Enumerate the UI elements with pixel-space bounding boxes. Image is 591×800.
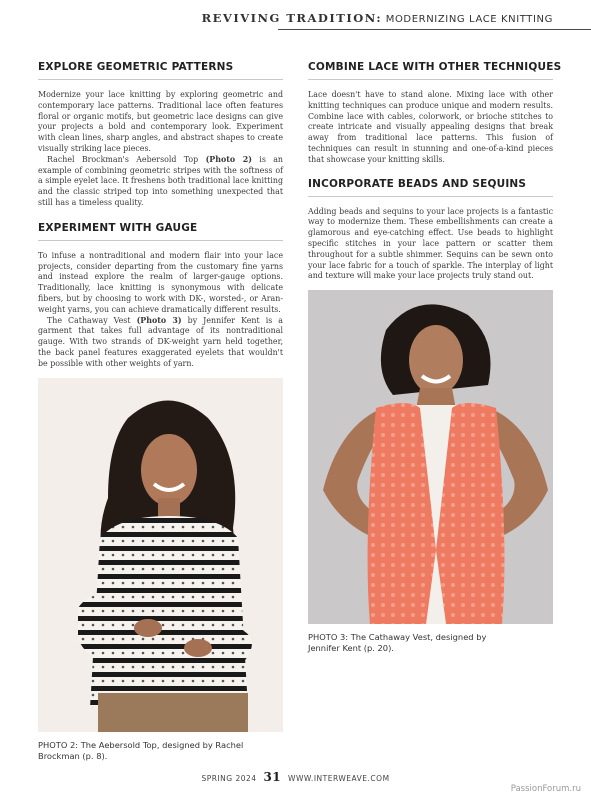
paragraph: Adding beads and sequins to your lace projects is a fantastic way to modernize them. These embellishments can create a glamorous and eye-catching effect. Use beads to highlight specific stitches in your lace pattern or scatter them throughout for a subtle shimmer. Sequins can be sewn onto your lace fabric for a touch of sparkle. The interplay of light and texture will make your lace projects truly stand out. — [308, 206, 553, 281]
watermark: PassionForum.ru — [510, 784, 581, 794]
page-number: 31 — [263, 770, 282, 784]
heading-experiment-gauge: EXPERIMENT WITH GAUGE — [38, 222, 283, 241]
issue-season: SPRING 2024 — [201, 774, 257, 783]
paragraph — [38, 316, 283, 370]
caption-photo-3: PHOTO 3: The Cathaway Vest, designed by Jennifer Kent (p. 20). — [308, 632, 487, 653]
paragraph: Modernize your lace knitting by exploring geometric and contemporary lace patterns. Traditional lace often features floral or organic motifs, but geometric lace designs can give your projects a bold and contemporary look. Experiment with clean lines, sharp angles, and abstract shapes to create visually striking lace pieces. — [38, 90, 283, 153]
text-run: The Cathaway Vest — [47, 315, 137, 325]
woman-striped-top-image — [38, 378, 283, 732]
heading-beads-sequins: INCORPORATE BEADS AND SEQUINS — [308, 178, 553, 197]
page-footer — [0, 770, 591, 784]
right-column — [308, 61, 562, 282]
photo-aebersold-top — [38, 378, 283, 732]
photo-reference: (Photo 2) — [205, 154, 252, 164]
running-header — [0, 0, 591, 32]
paragraph — [38, 155, 283, 209]
paragraph: Lace doesn't have to stand alone. Mixing lace with other knitting techniques can produce unique and modern results. Combine lace with cables, colorwork, or brioche stitches to create intricate and visually appealing designs that break away from traditional lace patterns. This fusion of techniques can result in stunning and one-of-a-kind pieces that showcase your knitting skills. — [308, 90, 553, 164]
heading-explore-geometric: EXPLORE GEOMETRIC PATTERNS — [38, 61, 283, 80]
header-title: REVIVING TRADITION: — [201, 11, 383, 25]
left-column — [38, 61, 283, 370]
header-subtitle: MODERNIZING LACE KNITTING — [385, 14, 553, 25]
woman-coral-vest-image — [308, 290, 553, 624]
caption-photo-2: PHOTO 2: The Aebersold Top, designed by Rachel Brockman (p. 8). — [38, 740, 244, 761]
heading-combine-lace: COMBINE LACE WITH OTHER TECHNIQUES — [308, 61, 553, 80]
header-text — [202, 11, 553, 25]
header-rule — [278, 29, 591, 30]
photo-cathaway-vest — [308, 290, 553, 624]
photo-reference: (Photo 3) — [136, 315, 182, 325]
paragraph: To infuse a nontraditional and modern flair into your lace projects, consider departing from the customary fine yarns and instead explore the realm of larger-gauge options. Traditionally, lace knitting is synonymous with delicate fibers, but by choosing to work with DK-, worsted-, or Aran-weight yarns, you can achieve dramatically different results. — [38, 250, 283, 314]
text-run: Rachel Brockman's Aebersold Top — [47, 154, 206, 164]
text-run: is an example of combining geometric stripes with the softness of a simple eyelet lace. It freshens both traditional lace knitting and the classic striped top into something unexpected that still has a timeless quality. — [38, 154, 284, 207]
website-link[interactable]: WWW.INTERWEAVE.COM — [288, 774, 390, 783]
text-run: by Jennifer Kent is a garment that takes full advantage of its nontraditional gauge. With two strands of DK-weight yarn held together, the back panel features exaggerated eyelets that wouldn't be possible with other weights of yarn. — [38, 315, 283, 368]
